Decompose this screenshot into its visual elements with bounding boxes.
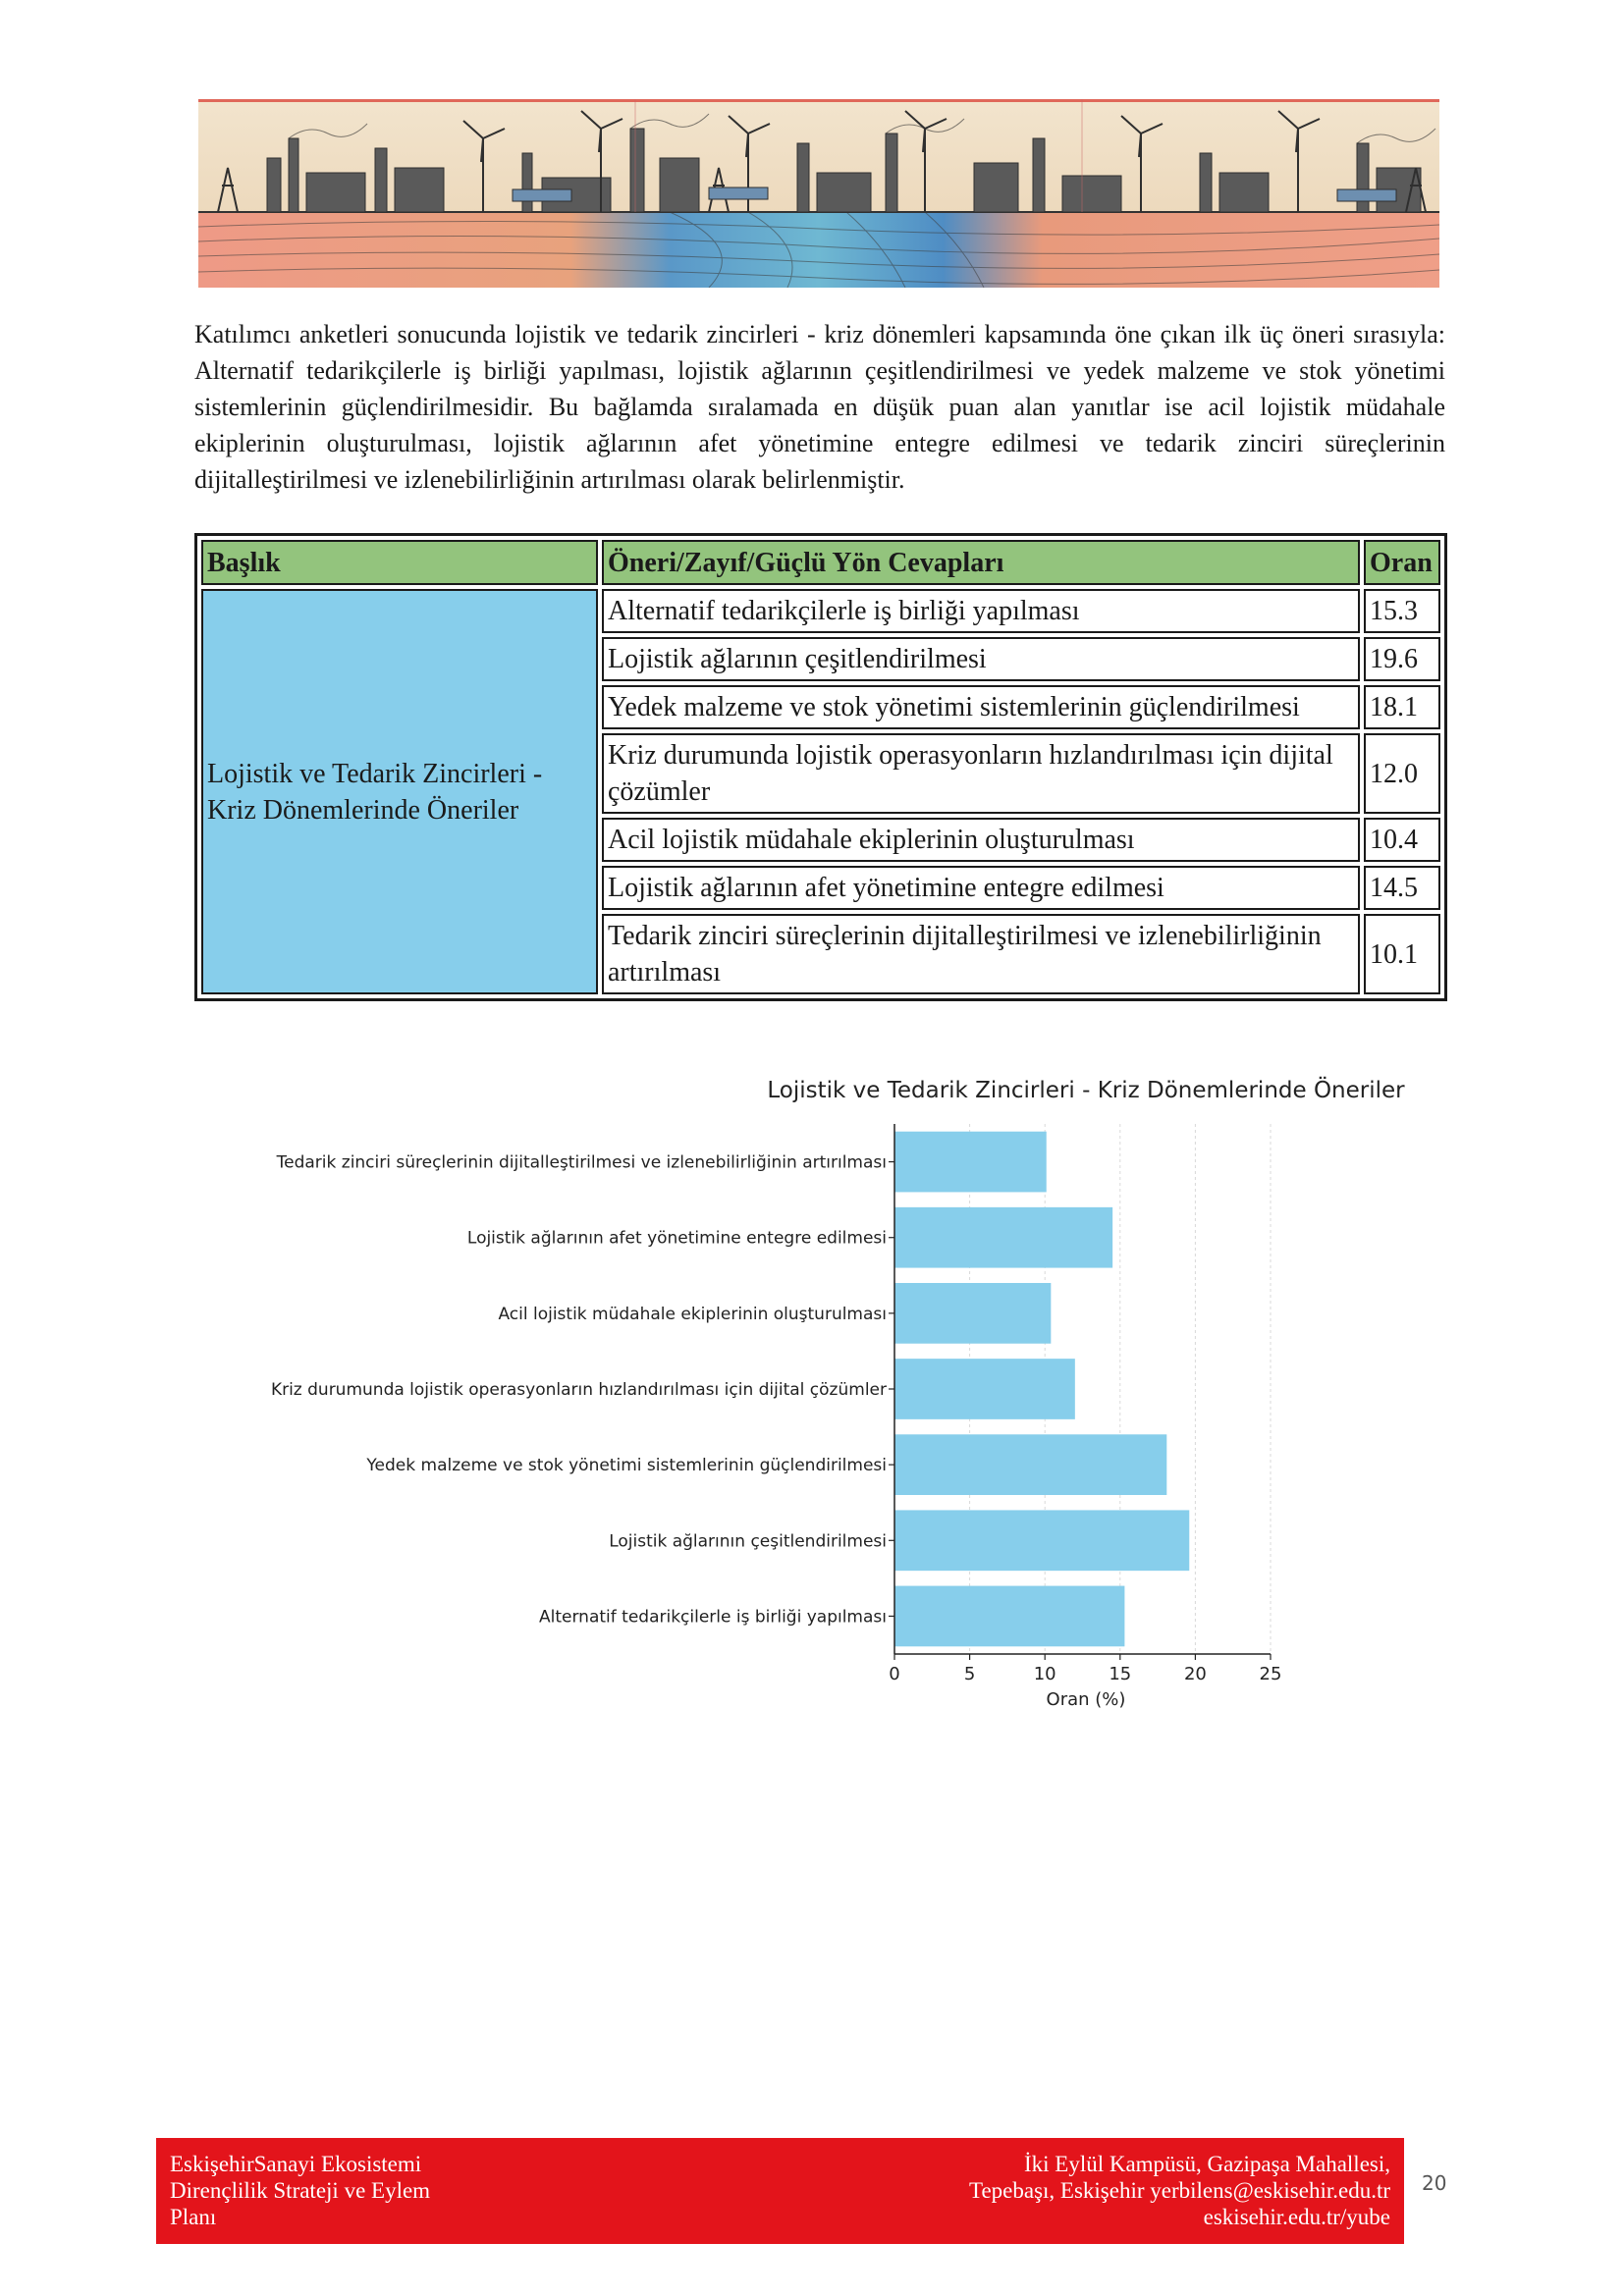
recommendations-grid bbox=[194, 533, 1447, 1001]
y-category-label: Lojistik ağlarının çeşitlendirilmesi bbox=[609, 1531, 887, 1552]
x-tick-label: 10 bbox=[1033, 1664, 1056, 1684]
recommendations-table bbox=[194, 533, 1447, 1001]
answer-cell: Acil lojistik müdahale ekiplerinin oluşturulması bbox=[602, 818, 1360, 862]
answer-cell: Tedarik zinciri süreçlerinin dijitalleştirilmesi ve izlenebilirliğinin artırılması bbox=[602, 914, 1360, 994]
chart-bar bbox=[894, 1510, 1189, 1571]
rate-cell: 19.6 bbox=[1364, 637, 1440, 681]
y-category-label: Acil lojistik müdahale ekiplerinin oluşturulması bbox=[498, 1304, 887, 1324]
answer-cell: Alternatif tedarikçilerle iş birliği yapılması bbox=[602, 589, 1360, 633]
answer-cell: Yedek malzeme ve stok yönetimi sistemlerinin güçlendirilmesi bbox=[602, 685, 1360, 729]
rate-cell: 10.1 bbox=[1364, 914, 1440, 994]
header-answers: Öneri/Zayıf/Güçlü Yön Cevapları bbox=[602, 540, 1360, 585]
chart-bar bbox=[894, 1132, 1047, 1193]
rate-cell: 18.1 bbox=[1364, 685, 1440, 729]
table-row bbox=[201, 589, 1440, 633]
footer-right-line: İki Eylül Kampüsü, Gazipaşa Mahallesi, bbox=[1023, 2152, 1390, 2176]
rate-cell: 10.4 bbox=[1364, 818, 1440, 862]
footer-right-line: Tepebaşı, Eskişehir yerbilens@eskisehir.edu.tr bbox=[969, 2178, 1390, 2203]
page-footer bbox=[156, 2138, 1404, 2244]
intro-paragraph: Katılımcı anketleri sonucunda lojistik ve tedarik zincirleri - kriz dönemleri kapsamında öne çıkan ilk üç öneri sırasıyla: Alternatif tedarikçilerle iş birliği yapılması, lojistik ağlarının çeşitlendirilmesi ve yedek malzeme ve stok yönetimi sistemlerinin güçlendirilmesidir. Bu bağlamda sıralamada en düşük puan alan yanıtlar ise acil lojistik müdahale ekiplerinin oluşturulması, lojistik ağlarının afet yönetimine entegre edilmesi ve tedarik zinciri süreçlerinin dijitalleştirilmesi ve izlenebilirliğinin artırılması olarak belirlenmiştir. bbox=[194, 320, 1445, 494]
header-title: Başlık bbox=[201, 540, 598, 585]
footer-right-block bbox=[840, 2151, 1390, 2230]
category-cell: Lojistik ve Tedarik Zincirleri - Kriz Dönemlerinde Öneriler bbox=[201, 589, 598, 994]
y-category-label: Kriz durumunda lojistik operasyonların hızlandırılması için dijital çözümler bbox=[270, 1380, 887, 1400]
footer-left-line: Dirençlilik Strateji ve Eylem bbox=[170, 2178, 431, 2203]
chart-x-axis-label: Oran (%) bbox=[1046, 1689, 1126, 1710]
header-banner-illustration bbox=[198, 99, 1439, 288]
y-category-label: Lojistik ağlarının afet yönetimine entegre edilmesi bbox=[466, 1228, 887, 1249]
answer-cell: Lojistik ağlarının çeşitlendirilmesi bbox=[602, 637, 1360, 681]
y-category-label: Yedek malzeme ve stok yönetimi sistemlerinin güçlendirilmesi bbox=[366, 1456, 887, 1476]
header-rate: Oran bbox=[1364, 540, 1440, 585]
x-tick-label: 20 bbox=[1183, 1664, 1207, 1684]
chart-bar bbox=[894, 1207, 1112, 1268]
chart-bar bbox=[894, 1359, 1075, 1419]
recommendations-bar-chart bbox=[196, 1065, 1443, 1713]
footer-left-line: Planı bbox=[170, 2205, 217, 2229]
x-tick-label: 0 bbox=[889, 1664, 900, 1684]
x-tick-label: 15 bbox=[1109, 1664, 1132, 1684]
y-category-label: Tedarik zinciri süreçlerinin dijitalleştirilmesi ve izlenebilirliğinin artırılması bbox=[276, 1152, 887, 1173]
chart-bar bbox=[894, 1434, 1166, 1495]
chart-bar bbox=[894, 1283, 1051, 1344]
page-number: 20 bbox=[1422, 2171, 1447, 2195]
x-tick-label: 25 bbox=[1259, 1664, 1282, 1684]
chart-bar bbox=[894, 1586, 1124, 1647]
footer-left-block bbox=[170, 2151, 504, 2230]
footer-right-line: eskisehir.edu.tr/yube bbox=[1203, 2205, 1390, 2229]
rate-cell: 12.0 bbox=[1364, 733, 1440, 814]
answer-cell: Kriz durumunda lojistik operasyonların hızlandırılması için dijital çözümler bbox=[602, 733, 1360, 814]
table-header-row bbox=[201, 540, 1440, 585]
rate-cell: 14.5 bbox=[1364, 866, 1440, 910]
chart-title: Lojistik ve Tedarik Zincirleri - Kriz Dönemlerinde Öneriler bbox=[767, 1078, 1405, 1103]
y-category-label: Alternatif tedarikçilerle iş birliği yapılması bbox=[539, 1607, 887, 1628]
answer-cell: Lojistik ağlarının afet yönetimine entegre edilmesi bbox=[602, 866, 1360, 910]
rate-cell: 15.3 bbox=[1364, 589, 1440, 633]
x-tick-label: 5 bbox=[963, 1664, 976, 1684]
footer-left-line: EskişehirSanayi Ekosistemi bbox=[170, 2152, 422, 2176]
